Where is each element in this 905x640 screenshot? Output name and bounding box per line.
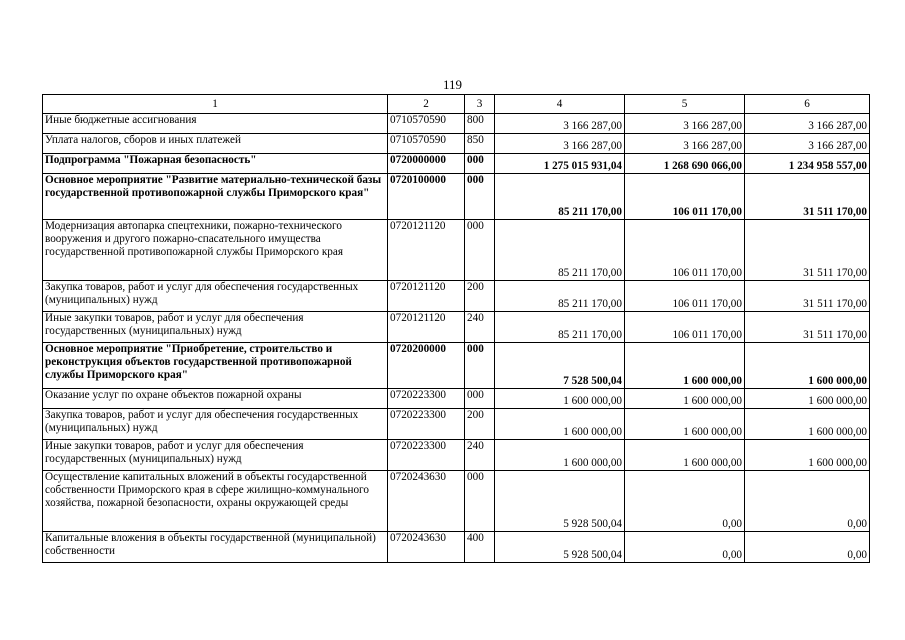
- table-row: [43, 409, 870, 440]
- row-name: Оказание услуг по охране объектов пожарной охраны: [43, 389, 388, 409]
- row-amount-col6: 31 511 170,00: [745, 281, 870, 312]
- table-row: [43, 220, 870, 281]
- row-expense-type: 850: [465, 134, 495, 154]
- row-amount-col4: 1 600 000,00: [495, 409, 625, 440]
- row-amount-col5: 3 166 287,00: [625, 114, 745, 134]
- row-name: Закупка товаров, работ и услуг для обеспечения государственных (муниципальных) нужд: [43, 409, 388, 440]
- table-row: [43, 471, 870, 532]
- column-header-6: 6: [745, 95, 870, 114]
- row-target-code: 0720200000: [388, 343, 465, 389]
- table-header-row: [43, 95, 870, 114]
- column-header-5: 5: [625, 95, 745, 114]
- row-amount-col4: 85 211 170,00: [495, 281, 625, 312]
- row-name: Иные закупки товаров, работ и услуг для обеспечения государственных (муниципальных) нужд: [43, 440, 388, 471]
- row-amount-col6: 0,00: [745, 471, 870, 532]
- row-amount-col4: 85 211 170,00: [495, 220, 625, 281]
- row-amount-col5: 106 011 170,00: [625, 174, 745, 220]
- row-amount-col4: 1 600 000,00: [495, 440, 625, 471]
- row-amount-col4: 85 211 170,00: [495, 312, 625, 343]
- row-name: Иные закупки товаров, работ и услуг для обеспечения государственных (муниципальных) нужд: [43, 312, 388, 343]
- row-amount-col5: 106 011 170,00: [625, 281, 745, 312]
- row-amount-col4: 1 600 000,00: [495, 389, 625, 409]
- row-amount-col4: 1 275 015 931,04: [495, 154, 625, 174]
- row-amount-col4: 5 928 500,04: [495, 471, 625, 532]
- row-amount-col5: 1 600 000,00: [625, 343, 745, 389]
- table-row: [43, 154, 870, 174]
- row-target-code: 0720000000: [388, 154, 465, 174]
- row-target-code: 0720223300: [388, 440, 465, 471]
- row-amount-col6: 1 600 000,00: [745, 389, 870, 409]
- row-name: Осуществление капитальных вложений в объекты государственной собственности Приморского края в сфере жилищно-коммунального хозяйства, пожарной безопасности, охраны окружающей среды: [43, 471, 388, 532]
- column-header-4: 4: [495, 95, 625, 114]
- row-amount-col6: 1 600 000,00: [745, 409, 870, 440]
- row-target-code: 0720121120: [388, 220, 465, 281]
- row-name: Основное мероприятие "Развитие материально-технической базы государственной противопожарной службы Приморского края": [43, 174, 388, 220]
- row-amount-col4: 3 166 287,00: [495, 114, 625, 134]
- row-amount-col5: 1 600 000,00: [625, 409, 745, 440]
- row-amount-col4: 85 211 170,00: [495, 174, 625, 220]
- column-header-2: 2: [388, 95, 465, 114]
- row-amount-col5: 0,00: [625, 471, 745, 532]
- row-amount-col5: 1 600 000,00: [625, 389, 745, 409]
- row-amount-col6: 3 166 287,00: [745, 134, 870, 154]
- table-row: [43, 389, 870, 409]
- row-target-code: 0710570590: [388, 114, 465, 134]
- row-target-code: 0720243630: [388, 532, 465, 563]
- row-amount-col6: 31 511 170,00: [745, 174, 870, 220]
- row-amount-col4: 3 166 287,00: [495, 134, 625, 154]
- row-name: Уплата налогов, сборов и иных платежей: [43, 134, 388, 154]
- row-amount-col5: 0,00: [625, 532, 745, 563]
- row-amount-col6: 3 166 287,00: [745, 114, 870, 134]
- row-name: Капитальные вложения в объекты государственной (муниципальной) собственности: [43, 532, 388, 563]
- row-amount-col5: 1 600 000,00: [625, 440, 745, 471]
- row-expense-type: 000: [465, 343, 495, 389]
- row-amount-col4: 5 928 500,04: [495, 532, 625, 563]
- row-amount-col5: 106 011 170,00: [625, 312, 745, 343]
- row-amount-col6: 1 600 000,00: [745, 440, 870, 471]
- row-amount-col5: 106 011 170,00: [625, 220, 745, 281]
- row-amount-col6: 31 511 170,00: [745, 312, 870, 343]
- row-expense-type: 200: [465, 409, 495, 440]
- row-target-code: 0720100000: [388, 174, 465, 220]
- row-expense-type: 240: [465, 440, 495, 471]
- table-row: [43, 174, 870, 220]
- row-expense-type: 000: [465, 174, 495, 220]
- table-row: [43, 343, 870, 389]
- table-row: [43, 440, 870, 471]
- row-expense-type: 000: [465, 471, 495, 532]
- row-expense-type: 800: [465, 114, 495, 134]
- row-expense-type: 000: [465, 154, 495, 174]
- row-target-code: 0720121120: [388, 281, 465, 312]
- row-amount-col5: 3 166 287,00: [625, 134, 745, 154]
- row-target-code: 0720243630: [388, 471, 465, 532]
- table-row: [43, 281, 870, 312]
- column-header-3: 3: [465, 95, 495, 114]
- row-amount-col6: 0,00: [745, 532, 870, 563]
- row-amount-col6: 31 511 170,00: [745, 220, 870, 281]
- table-row: [43, 134, 870, 154]
- row-amount-col6: 1 234 958 557,00: [745, 154, 870, 174]
- row-expense-type: 000: [465, 389, 495, 409]
- row-target-code: 0720223300: [388, 409, 465, 440]
- row-expense-type: 400: [465, 532, 495, 563]
- table-row: [43, 532, 870, 563]
- budget-table: [42, 94, 870, 563]
- row-name: Закупка товаров, работ и услуг для обеспечения государственных (муниципальных) нужд: [43, 281, 388, 312]
- row-name: Модернизация автопарка спецтехники, пожарно-технического вооружения и другого пожарно-спасательного имущества государственной противопожарной службы Приморского края: [43, 220, 388, 281]
- column-header-1: 1: [43, 95, 388, 114]
- table-row: [43, 312, 870, 343]
- row-expense-type: 000: [465, 220, 495, 281]
- row-name: Основное мероприятие "Приобретение, строительство и реконструкция объектов государственной противопожарной службы Приморского края": [43, 343, 388, 389]
- row-amount-col5: 1 268 690 066,00: [625, 154, 745, 174]
- row-target-code: 0720223300: [388, 389, 465, 409]
- row-amount-col4: 7 528 500,04: [495, 343, 625, 389]
- row-target-code: 0720121120: [388, 312, 465, 343]
- table-row: [43, 114, 870, 134]
- row-name: Подпрограмма "Пожарная безопасность": [43, 154, 388, 174]
- row-expense-type: 240: [465, 312, 495, 343]
- row-name: Иные бюджетные ассигнования: [43, 114, 388, 134]
- row-expense-type: 200: [465, 281, 495, 312]
- page-number: 119: [442, 77, 463, 92]
- row-amount-col6: 1 600 000,00: [745, 343, 870, 389]
- row-target-code: 0710570590: [388, 134, 465, 154]
